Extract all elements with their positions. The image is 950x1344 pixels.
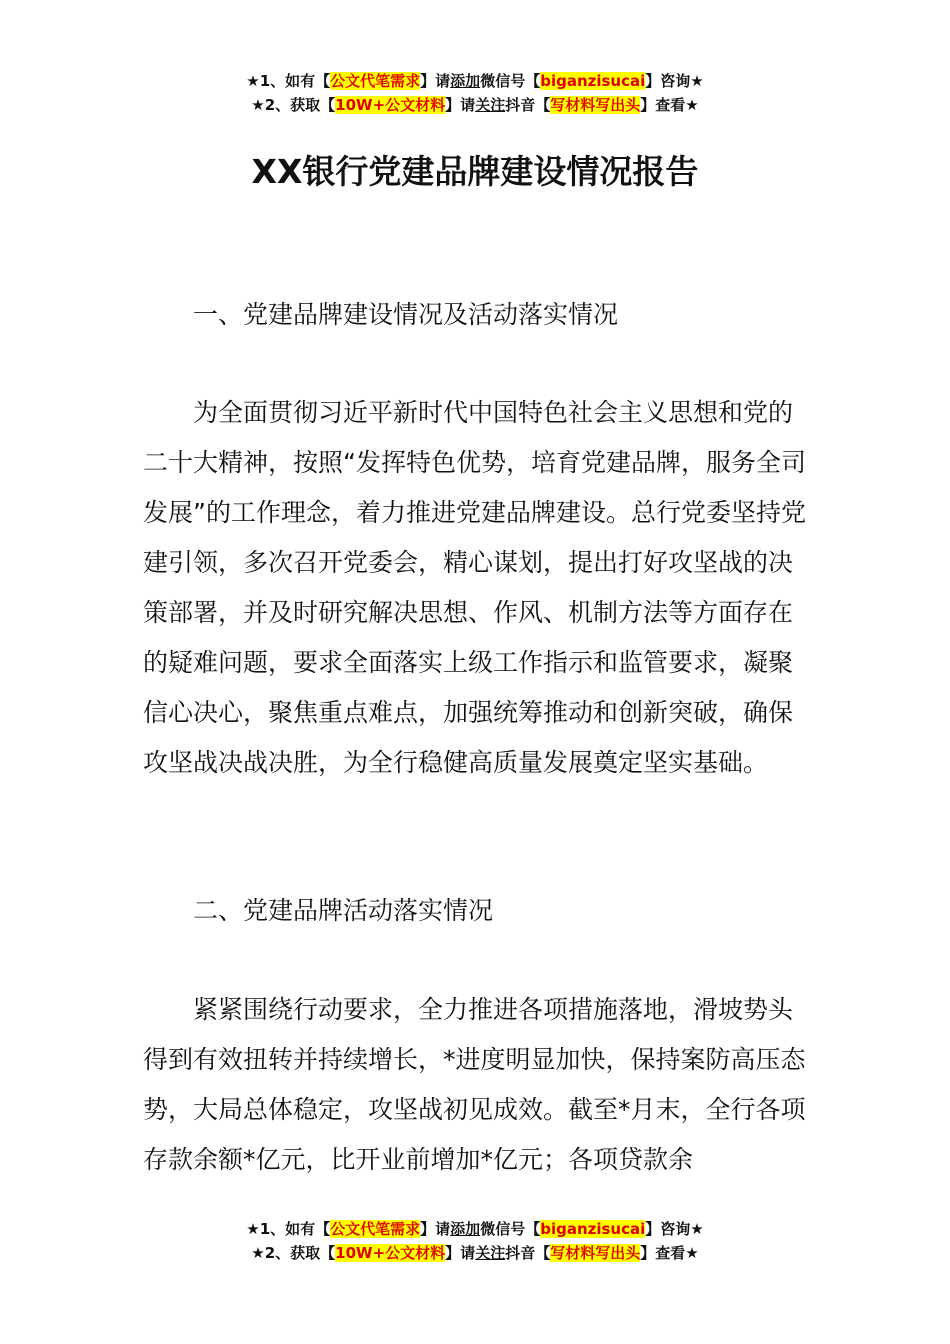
star-icon: ★ [251, 96, 265, 114]
star-icon: ★ [685, 96, 699, 114]
promo-line-2 [0, 93, 950, 117]
promo-text: 1、如有【 [259, 72, 331, 90]
promo-underline: 关注 [475, 96, 506, 114]
promo-text: 】咨询 [645, 1220, 691, 1238]
document-title: XX银行党建品牌建设情况报告 [251, 152, 699, 191]
promo-douyin-account: 写材料写出头 [550, 96, 641, 114]
promo-text: 2、获取【 [264, 96, 336, 114]
promo-text: 】请 [420, 72, 451, 90]
promo-text: 】查看 [640, 96, 686, 114]
promo-wechat-id: biganzisucai [540, 72, 646, 90]
promo-line-1 [0, 1217, 950, 1241]
promo-underline: 添加 [450, 1220, 481, 1238]
promo-line-2 [0, 1241, 950, 1265]
promo-highlight: 公文代笔需求 [330, 72, 421, 90]
promo-highlight: 公文代笔需求 [330, 1220, 421, 1238]
body-paragraph-2: 紧紧围绕行动要求，全力推进各项措施落地，滑坡势头得到有效扭转并持续增长，*进度明显加快，保持案防高压态势，大局总体稳定，攻坚战初见成效。截至*月末，全行各项存款余额*亿元，比开业前增加*亿元；各项贷款余 [143, 995, 806, 1174]
body-paragraph-1: 为全面贯彻习近平新时代中国特色社会主义思想和党的二十大精神，按照“发挥特色优势，培育党建品牌，服务全司发展”的工作理念，着力推进党建品牌建设。总行党委坚持党建引领，多次召开党委会，精心谋划，提出打好攻坚战的决策部署，并及时研究解决思想、作风、机制方法等方面存在的疑难问题，要求全面落实上级工作指示和监管要求，凝聚信心决心，聚焦重点难点，加强统筹推动和创新突破，确保攻坚战决战决胜，为全行稳健高质量发展奠定坚实基础。 [143, 398, 806, 777]
promo-text: 】查看 [640, 1244, 686, 1262]
top-promo-banner [0, 69, 950, 117]
promo-text: 抖音【 [505, 96, 551, 114]
promo-text: 微信号【 [480, 72, 541, 90]
promo-douyin-account: 写材料写出头 [550, 1244, 641, 1262]
star-icon: ★ [246, 72, 260, 90]
bottom-promo-banner [0, 1217, 950, 1265]
star-icon: ★ [246, 1220, 260, 1238]
promo-highlight: 10W+公文材料 [335, 96, 446, 114]
star-icon: ★ [251, 1244, 265, 1262]
star-icon: ★ [690, 72, 704, 90]
star-icon: ★ [690, 1220, 704, 1238]
promo-text: 】请 [420, 1220, 451, 1238]
promo-underline: 添加 [450, 72, 481, 90]
promo-line-1 [0, 69, 950, 93]
promo-text: 微信号【 [480, 1220, 541, 1238]
star-icon: ★ [685, 1244, 699, 1262]
promo-text: 】咨询 [645, 72, 691, 90]
promo-text: 】请 [445, 96, 476, 114]
section-heading-2: 二、党建品牌活动落实情况 [193, 896, 494, 925]
promo-highlight: 10W+公文材料 [335, 1244, 446, 1262]
promo-text: 2、获取【 [264, 1244, 336, 1262]
section-heading-1: 一、党建品牌建设情况及活动落实情况 [193, 300, 619, 329]
promo-underline: 关注 [475, 1244, 506, 1262]
promo-text: 1、如有【 [259, 1220, 331, 1238]
promo-text: 抖音【 [505, 1244, 551, 1262]
promo-wechat-id: biganzisucai [540, 1220, 646, 1238]
promo-text: 】请 [445, 1244, 476, 1262]
